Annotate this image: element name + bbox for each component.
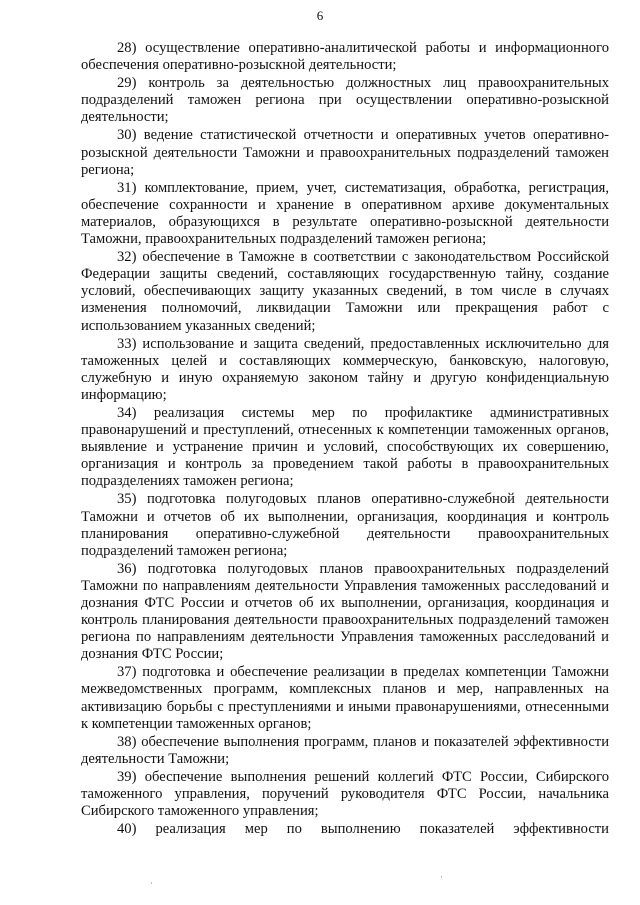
scan-dot-mark: · <box>440 872 443 882</box>
list-item-28: 28) осуществление оперативно-аналитической работы и информационного обеспечения оперативно-розыскной деятельности; <box>81 40 609 74</box>
list-item-30: 30) ведение статистической отчетности и оперативных учетов оперативно-розыскной деятельности Таможни и правоохранительных подразделений таможен региона; <box>81 127 609 178</box>
list-item-34: 34) реализация системы мер по профилактике административных правонарушений и преступлений, отнесенных к компетенции таможенных органов, выявление и устранение причин и условий, способствующих их совершению, организация и контроль за проведением такой работы в правоохранительных подразделениях таможен региона; <box>81 404 609 490</box>
page-number: 6 <box>316 8 324 23</box>
list-item-38: 38) обеспечение выполнения программ, планов и показателей эффективности деятельности Таможни; <box>81 733 609 767</box>
scan-dot-mark: · <box>150 878 153 888</box>
list-item-29: 29) контроль за деятельностью должностных лиц правоохранительных подразделений таможен региона при осуществлении оперативно-розыскной деятельности; <box>81 75 609 126</box>
list-item-33: 33) использование и защита сведений, предоставленных исключительно для таможенных целей и составляющих коммерческую, банковскую, налоговую, служебную и иную охраняемую законом тайну и другую конфиденциальную информацию; <box>81 335 609 403</box>
list-item-37: 37) подготовка и обеспечение реализации в пределах компетенции Таможни межведомственных программ, комплексных планов и мер, направленных на активизацию борьбы с преступлениями и иными правонарушениями, отнесенными к компетенции таможенных органов; <box>81 664 609 732</box>
list-item-36: 36) подготовка полугодовых планов правоохранительных подразделений Таможни по направлениям деятельности Управления таможенных расследований и дознания ФТС России и отчетов об их выполнении, организация, координация и контроль планирования деятельности правоохранительных подразделений таможен региона по направлениям деятельности Управления таможенных расследований и дознания ФТС России; <box>81 560 609 663</box>
list-item-31: 31) комплектование, прием, учет, систематизация, обработка, регистрация, обеспечение сохранности и хранение в оперативном архиве документальных материалов, образующихся в результате оперативно-розыскной деятельности Таможни, правоохранительных подразделений таможен региона; <box>81 179 609 248</box>
list-item-40: 40) реализация мер по выполнению показателей эффективности <box>117 821 609 838</box>
list-item-35: 35) подготовка полугодовых планов оперативно-служебной деятельности Таможни и отчетов об их выполнении, организация, координация и контроль планирования оперативно-служебной деятельности правоохранительных подразделений таможен региона; <box>81 491 609 559</box>
list-item-39: 39) обеспечение выполнения решений коллегий ФТС России, Сибирского таможенного управления, поручений руководителя ФТС России, начальника Сибирского таможенного управления; <box>81 768 609 820</box>
document-body <box>81 40 609 839</box>
list-item-32: 32) обеспечение в Таможне в соответствии с законодательством Российской Федерации защиты сведений, составляющих государственную тайну, создание условий, обеспечивающих защиту указанных сведений, в том числе в случаях изменения полномочий, ликвидации Таможни или прекращения работ с использованием указанных сведений; <box>81 249 609 334</box>
